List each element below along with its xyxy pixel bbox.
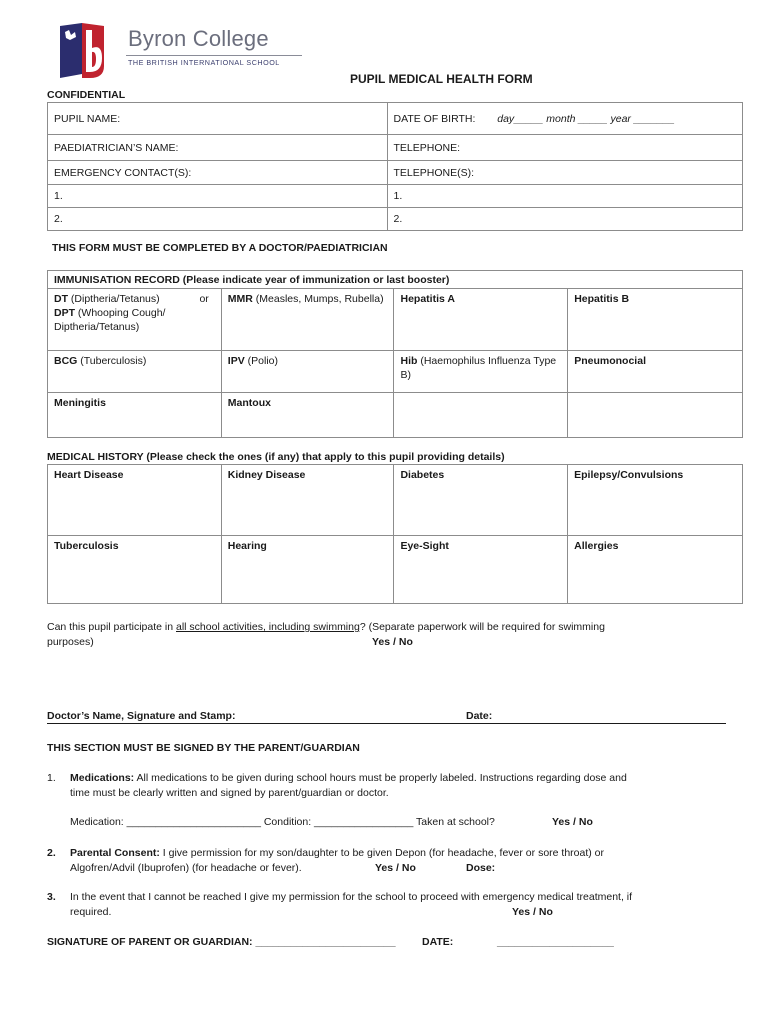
immunisation-pneumococcal[interactable] [568,351,743,393]
dob-label: DATE OF BIRTH: [393,112,476,125]
parent-section-heading: THIS SECTION MUST BE SIGNED BY THE PARENT/GUARDIAN [47,742,360,754]
history-diabetes[interactable] [394,465,568,536]
participation-text-start: Can this pupil participate in [47,621,176,633]
eye-sight-label: Eye-Sight [400,540,449,552]
participation-text-end: ? (Separate paperwork will be required for swimming [359,621,605,633]
history-tuberculosis[interactable] [48,536,222,604]
dt-label: DT [54,293,68,305]
medical-history-table [47,464,743,604]
school-logo [56,22,306,82]
pupil-details-table [47,102,743,231]
epilepsy-label: Epilepsy/Convulsions [574,469,684,481]
bcg-label: BCG [54,355,78,367]
item-2-number: 2. [47,847,56,859]
item-3-line2: required. [70,906,112,918]
row-number: 2. [54,213,63,225]
logo-tagline: THE BRITISH INTERNATIONAL SCHOOL [128,58,280,67]
item-2-line2: Algofren/Advil (Ibuprofen) (for headache or fever). [70,862,302,874]
immunisation-hepatitis-b[interactable] [568,289,743,351]
consent-yes-no[interactable]: Yes / No [375,862,416,874]
ipv-label: IPV [227,355,245,367]
hearing-label: Hearing [227,540,267,552]
emergency-telephone-1[interactable] [387,185,742,208]
paediatrician-name-field[interactable] [48,135,388,161]
medications-label: Medications: [70,772,135,784]
tuberculosis-label: Tuberculosis [54,540,119,552]
immunisation-blank-2[interactable] [568,393,743,438]
immunisation-dt-dpt[interactable] [48,289,222,351]
paediatrician-label: PAEDIATRICIAN’S NAME: [54,141,179,154]
item-3-number: 3. [47,891,56,903]
item-1-line2: time must be clearly written and signed by parent/guardian or doctor. [70,787,389,799]
row-number: 1. [393,190,403,202]
history-hearing[interactable] [221,536,394,604]
immunisation-heading: IMMUNISATION RECORD (Please indicate year of immunization or last booster) [48,271,743,289]
emergency-contacts-label: EMERGENCY CONTACT(S): [54,166,192,179]
parental-consent-label: Parental Consent: [70,847,160,859]
or-label: or [199,293,209,305]
item-1-text [70,771,627,786]
kidney-disease-label: Kidney Disease [227,469,306,481]
pneumococcal-label: Pneumonocial [574,355,646,367]
dt-description: (Diptheria/Tetanus) [68,293,160,305]
medical-history-heading: MEDICAL HISTORY (Please check the ones (if any) that apply to this pupil providing details) [47,451,505,463]
dpt-label: DPT [54,307,75,319]
mmr-description: (Measles, Mumps, Rubella) [252,293,384,305]
immunisation-blank-1[interactable] [394,393,568,438]
telephone-field[interactable] [387,135,742,161]
emergency-telephone-2[interactable] [387,208,742,231]
telephone-label: TELEPHONE: [393,141,461,154]
date-of-birth-field[interactable] [387,103,742,135]
medications-text: All medications to be given during school hours must be properly labeled. Instructions regarding dose and [134,772,627,784]
history-kidney-disease[interactable] [221,465,394,536]
immunisation-ipv[interactable] [221,351,394,393]
dob-blanks: day_____ month _____ year _______ [497,112,675,125]
parent-signature-line[interactable]: SIGNATURE OF PARENT OR GUARDIAN: ________________________ [47,936,396,948]
immunisation-table [47,270,743,438]
mantoux-label: Mantoux [227,397,271,409]
confidential-label: CONFIDENTIAL [47,89,126,101]
diabetes-label: Diabetes [400,469,445,481]
hepatitis-a-label: Hepatitis A [400,293,455,305]
doctor-signature-label: Doctor’s Name, Signature and Stamp: [47,710,236,722]
history-eye-sight[interactable] [394,536,568,604]
bcg-description: (Tuberculosis) [77,355,147,367]
history-heart-disease[interactable] [48,465,222,536]
emergency-treatment-yes-no[interactable]: Yes / No [512,906,553,918]
history-epilepsy[interactable] [568,465,743,536]
mmr-label: MMR [227,293,253,305]
immunisation-bcg[interactable] [48,351,222,393]
meningitis-label: Meningitis [54,397,106,409]
byron-college-crest-icon [56,22,108,78]
emergency-contacts-field[interactable] [48,161,388,185]
logo-wordmark: Byron College [128,26,269,51]
parent-date-line[interactable]: ____________________ [497,936,614,948]
immunisation-meningitis[interactable] [48,393,222,438]
pupil-name-field[interactable] [48,103,388,135]
hepatitis-b-label: Hepatitis B [574,293,630,305]
item-3-text: In the event that I cannot be reached I give my permission for the school to proceed with emergency medical treatment, if [70,891,633,903]
hib-label: Hib [400,355,418,367]
doctor-date-label: Date: [466,710,493,722]
item-2-text [70,846,604,861]
participation-yes-no[interactable]: Yes / No [372,636,413,648]
ipv-description: (Polio) [244,355,278,367]
immunisation-hib[interactable] [394,351,568,393]
row-number: 2. [393,213,403,225]
heart-disease-label: Heart Disease [54,469,124,481]
hib-description: (Haemophilus Influenza Type B) [400,355,557,381]
allergies-label: Allergies [574,540,619,552]
doctor-instruction: THIS FORM MUST BE COMPLETED BY A DOCTOR/PAEDIATRICIAN [52,242,388,254]
row-number: 1. [54,190,63,202]
medication-condition-line[interactable]: Medication: _______________________ Condition: _________________ Taken at school? [70,816,495,828]
parent-date-label: DATE: [422,936,454,948]
form-title: PUPIL MEDICAL HEALTH FORM [350,72,533,86]
participation-line2: purposes) [47,636,94,648]
participation-underlined: all school activities, including swimming [176,621,360,633]
taken-at-school-yes-no[interactable]: Yes / No [552,816,593,828]
immunisation-mmr[interactable] [221,289,394,351]
emergency-contact-2[interactable] [48,208,388,231]
telephones-field[interactable] [387,161,742,185]
telephones-label: TELEPHONE(S): [393,166,475,179]
emergency-contact-1[interactable] [48,185,388,208]
dose-label[interactable]: Dose: [466,862,496,874]
participation-question [47,620,605,635]
dpt-description: (Whooping Cough/ Diptheria/Tetanus) [54,307,166,333]
immunisation-hepatitis-a[interactable] [394,289,568,351]
logo-divider [126,55,302,56]
parental-consent-text: I give permission for my son/daughter to be given Depon (for headache, fever or sore throat) or [159,847,605,859]
immunisation-mantoux[interactable] [221,393,394,438]
doctor-signature-line[interactable] [47,723,726,724]
pupil-name-label: PUPIL NAME: [54,112,121,125]
history-allergies[interactable] [568,536,743,604]
item-1-number: 1. [47,772,56,784]
